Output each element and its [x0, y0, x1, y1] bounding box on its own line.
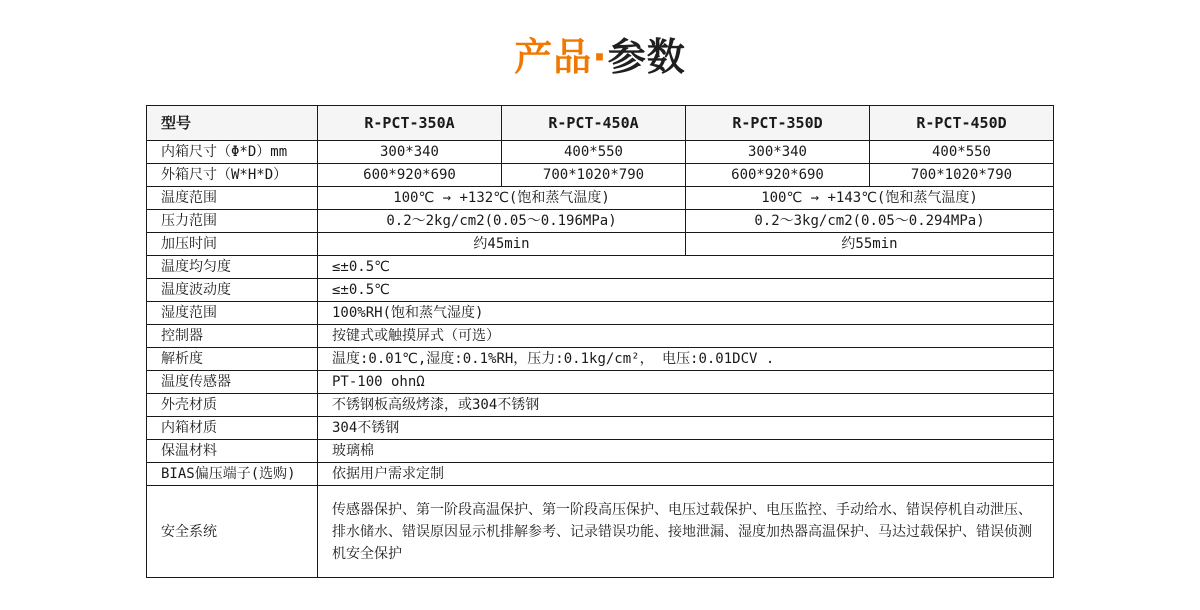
- value-cell: 不锈钢板高级烤漆，或304不锈钢: [318, 394, 1054, 417]
- value-cell: 100%RH(饱和蒸气湿度): [318, 302, 1054, 325]
- value-cell: 600*920*690: [318, 164, 502, 187]
- row-label-cell: 解析度: [147, 348, 318, 371]
- row-label-cell: 加压时间: [147, 233, 318, 256]
- model-header-cell: R-PCT-450D: [870, 106, 1054, 141]
- value-cell: 300*340: [318, 141, 502, 164]
- value-cell: 304不锈钢: [318, 417, 1054, 440]
- row-label-cell: 内箱材质: [147, 417, 318, 440]
- row-label-cell: BIAS偏压端子(选购): [147, 463, 318, 486]
- page-title: [514, 26, 685, 81]
- table-row: [147, 141, 1054, 164]
- table-row: [147, 164, 1054, 187]
- value-cell: PT-100 ohnΩ: [318, 371, 1054, 394]
- page-title-rest: 参数: [607, 35, 686, 79]
- row-label-cell: 内箱尺寸（Φ*D）mm: [147, 141, 318, 164]
- table-row: [147, 417, 1054, 440]
- value-cell: 100℃ → +132℃(饱和蒸气温度): [318, 187, 686, 210]
- value-cell: 传感器保护、第一阶段高温保护、第一阶段高压保护、电压过载保护、电压监控、手动给水、错误停机自动泄压、排水储水、错误原因显示机排解参考、记录错误功能、接地泄漏、湿度加热器高温保护、马达过载保护、错误侦测机安全保护: [318, 486, 1054, 578]
- table-row: [147, 210, 1054, 233]
- value-cell: 400*550: [502, 141, 686, 164]
- value-cell: 400*550: [870, 141, 1054, 164]
- value-cell: 100℃ → +143℃(饱和蒸气温度): [686, 187, 1054, 210]
- table-row: [147, 371, 1054, 394]
- model-label-cell: 型号: [147, 106, 318, 141]
- row-label-cell: 控制器: [147, 325, 318, 348]
- row-label-cell: 压力范围: [147, 210, 318, 233]
- table-row: [147, 256, 1054, 279]
- value-cell: 约45min: [318, 233, 686, 256]
- row-label-cell: 温度均匀度: [147, 256, 318, 279]
- model-header-cell: R-PCT-350A: [318, 106, 502, 141]
- value-cell: 700*1020*790: [870, 164, 1054, 187]
- row-label-cell: 外壳材质: [147, 394, 318, 417]
- table-row: [147, 187, 1054, 210]
- model-header-cell: R-PCT-450A: [502, 106, 686, 141]
- product-params-table: [146, 105, 1054, 578]
- model-header-cell: R-PCT-350D: [686, 106, 870, 141]
- table-row: [147, 279, 1054, 302]
- table-row-safety-system: [147, 486, 1054, 578]
- value-cell: 0.2～2kg/cm2(0.05～0.196MPa): [318, 210, 686, 233]
- value-cell: 约55min: [686, 233, 1054, 256]
- row-label-cell: 温度波动度: [147, 279, 318, 302]
- row-label-cell: 安全系统: [147, 486, 318, 578]
- table-row: [147, 325, 1054, 348]
- row-label-cell: 保温材料: [147, 440, 318, 463]
- table-row: [147, 233, 1054, 256]
- page-title-highlight: 产品·: [514, 35, 608, 79]
- row-label-cell: 湿度范围: [147, 302, 318, 325]
- value-cell: 玻璃棉: [318, 440, 1054, 463]
- value-cell: ≤±0.5℃: [318, 279, 1054, 302]
- table-row: [147, 463, 1054, 486]
- value-cell: 700*1020*790: [502, 164, 686, 187]
- value-cell: 600*920*690: [686, 164, 870, 187]
- table-row: [147, 348, 1054, 371]
- table-row: [147, 394, 1054, 417]
- row-label-cell: 温度传感器: [147, 371, 318, 394]
- value-cell: 温度:0.01℃,湿度:0.1%RH，压力:0.1kg/cm²， 电压:0.01DCV .: [318, 348, 1054, 371]
- value-cell: 0.2～3kg/cm2(0.05～0.294MPa): [686, 210, 1054, 233]
- value-cell: 按键式或触摸屏式（可选）: [318, 325, 1054, 348]
- page-header: [0, 0, 1200, 105]
- value-cell: ≤±0.5℃: [318, 256, 1054, 279]
- table-row: [147, 440, 1054, 463]
- table-header-row: [147, 106, 1054, 141]
- row-label-cell: 外箱尺寸（W*H*D）: [147, 164, 318, 187]
- value-cell: 依据用户需求定制: [318, 463, 1054, 486]
- table-row: [147, 302, 1054, 325]
- value-cell: 300*340: [686, 141, 870, 164]
- row-label-cell: 温度范围: [147, 187, 318, 210]
